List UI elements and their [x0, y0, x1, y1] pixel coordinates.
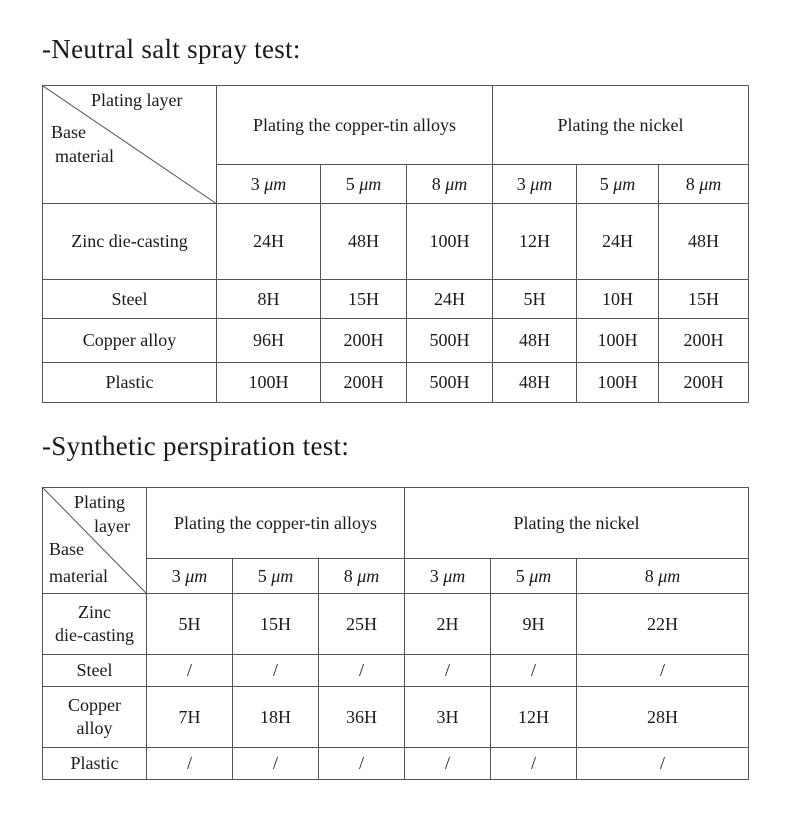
group-header-copper-tin: Plating the copper-tin alloys [147, 488, 405, 559]
table-cell: 18H [233, 687, 319, 748]
table-cell: 500H [407, 363, 493, 403]
row-header-material: Copper alloy [43, 319, 217, 363]
base-label: Base [51, 122, 86, 142]
row-header-material: Steel [43, 280, 217, 319]
table-cell: / [147, 655, 233, 687]
table-cell: 8H [217, 280, 321, 319]
row-header-material: Plastic [43, 363, 217, 403]
table-row [43, 363, 749, 403]
table-row [43, 204, 749, 280]
table-cell: 15H [659, 280, 749, 319]
table-cell: / [319, 748, 405, 780]
group-header-copper-tin: Plating the copper-tin alloys [217, 86, 493, 165]
thickness-header: 8 μm [407, 165, 493, 204]
table-cell: 100H [407, 204, 493, 280]
plating-layer-label: Plating layer [91, 90, 183, 110]
table-cell: 24H [217, 204, 321, 280]
row-header-material: Zinc die-casting [43, 594, 147, 655]
thickness-header: 8 μm [319, 559, 405, 594]
group-header-nickel: Plating the nickel [493, 86, 749, 165]
corner-header-cell [43, 488, 147, 594]
table-row [43, 280, 749, 319]
thickness-header: 3 μm [147, 559, 233, 594]
table-cell: 200H [659, 363, 749, 403]
table-cell: 48H [659, 204, 749, 280]
table-cell: / [405, 748, 491, 780]
table-cell: / [147, 748, 233, 780]
table-cell: 48H [321, 204, 407, 280]
table-cell: 22H [577, 594, 749, 655]
table-cell: / [577, 655, 749, 687]
table-cell: 36H [319, 687, 405, 748]
table-cell: 100H [577, 363, 659, 403]
table-cell: 100H [577, 319, 659, 363]
thickness-header: 8 μm [659, 165, 749, 204]
table-cell: / [491, 748, 577, 780]
table-row [43, 594, 749, 655]
layer-label: layer [94, 516, 130, 536]
thickness-header: 5 μm [321, 165, 407, 204]
thickness-header: 3 μm [405, 559, 491, 594]
group-header-nickel: Plating the nickel [405, 488, 749, 559]
perspiration-table [42, 487, 749, 780]
corner-header-cell [43, 86, 217, 204]
thickness-header: 5 μm [577, 165, 659, 204]
perspiration-test-title: -Synthetic perspiration test: [42, 431, 350, 461]
row-header-material: Copper alloy [43, 687, 147, 748]
table-cell: 9H [491, 594, 577, 655]
table-cell: 7H [147, 687, 233, 748]
table-cell: 200H [659, 319, 749, 363]
table-cell: 25H [319, 594, 405, 655]
table-cell: 200H [321, 319, 407, 363]
row-header-material: Steel [43, 655, 147, 687]
table-cell: 2H [405, 594, 491, 655]
table-cell: / [233, 748, 319, 780]
table-cell: 96H [217, 319, 321, 363]
table-cell: 5H [147, 594, 233, 655]
table-cell: 10H [577, 280, 659, 319]
table-row [43, 687, 749, 748]
base-label: Base [49, 539, 84, 559]
table-cell: 12H [491, 687, 577, 748]
table-cell: 24H [577, 204, 659, 280]
table-cell: 5H [493, 280, 577, 319]
table-cell: 48H [493, 319, 577, 363]
table-row [43, 748, 749, 780]
table-cell: / [405, 655, 491, 687]
table-row [43, 319, 749, 363]
table-cell: / [233, 655, 319, 687]
table-cell: 3H [405, 687, 491, 748]
table-cell: / [319, 655, 405, 687]
table-cell: 15H [233, 594, 319, 655]
thickness-header: 3 μm [493, 165, 577, 204]
table-cell: 24H [407, 280, 493, 319]
table-cell: 28H [577, 687, 749, 748]
row-header-material: Plastic [43, 748, 147, 780]
table-cell: / [577, 748, 749, 780]
row-header-material: Zinc die-casting [43, 204, 217, 280]
table-cell: 15H [321, 280, 407, 319]
thickness-header: 5 μm [491, 559, 577, 594]
material-label: material [49, 566, 108, 586]
thickness-header: 3 μm [217, 165, 321, 204]
salt-spray-test-title: -Neutral salt spray test: [42, 34, 301, 64]
table-cell: / [491, 655, 577, 687]
thickness-header: 5 μm [233, 559, 319, 594]
table-row [43, 655, 749, 687]
plating-label: Plating [74, 492, 126, 512]
table-cell: 100H [217, 363, 321, 403]
table-cell: 200H [321, 363, 407, 403]
material-label: material [55, 146, 114, 166]
table-cell: 12H [493, 204, 577, 280]
table-cell: 48H [493, 363, 577, 403]
thickness-header: 8 μm [577, 559, 749, 594]
salt-spray-table [42, 85, 749, 403]
table-cell: 500H [407, 319, 493, 363]
